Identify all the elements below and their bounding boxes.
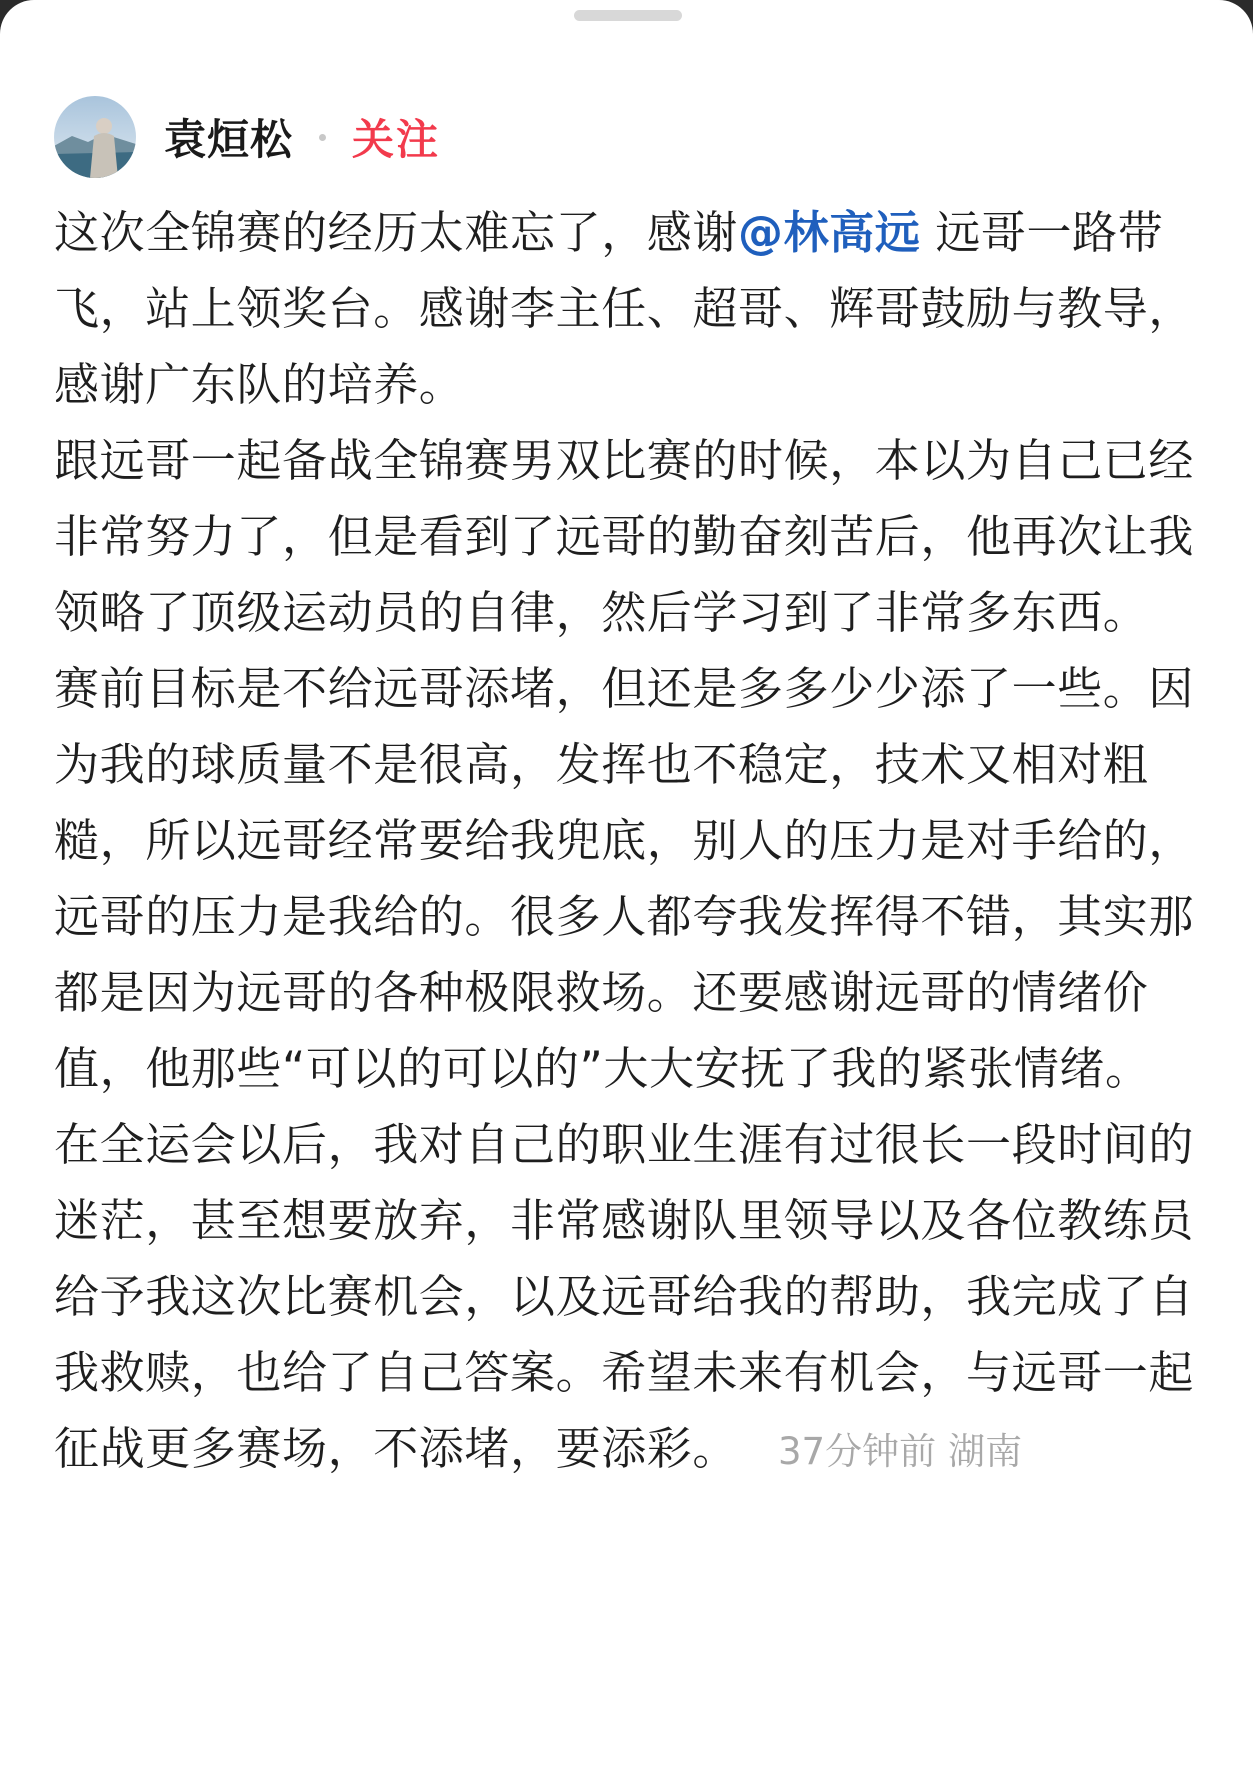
avatar-photo-icon (54, 96, 136, 178)
follow-button[interactable]: 关注 (352, 115, 441, 164)
post-paragraph (54, 195, 1214, 423)
separator-dot (319, 134, 326, 141)
post-paragraph: 跟远哥一起备战全锦赛男双比赛的时候，本以为自己已经非常努力了，但是看到了远哥的勤奋刻苦后，他再次让我领略了顶级运动员的自律，然后学习到了非常多东西。 (54, 434, 1195, 639)
post-body (54, 195, 1214, 1490)
post-time: 37分钟前 (778, 1430, 937, 1473)
post-paragraph (54, 1107, 1214, 1490)
avatar[interactable] (54, 96, 136, 178)
paragraph-text: 在全运会以后，我对自己的职业生涯有过很长一段时间的迷茫，甚至想要放弃，非常感谢队里领导以及各位教练员给予我这次比赛机会，以及远哥给我的帮助，我完成了自我救赎，也给了自己答案。希望未来有机会，与远哥一起征战更多赛场，不添堵，要添彩。 (54, 1118, 1195, 1475)
post-location: 湖南 (948, 1430, 1023, 1473)
author-name[interactable]: 袁烜松 (164, 115, 294, 164)
paragraph-text: 这次全锦赛的经历太难忘了，感谢 (54, 206, 739, 259)
post-paragraph: 赛前目标是不给远哥添堵，但还是多多少少添了一些。因为我的球质量不是很高，发挥也不稳定，技术又相对粗糙，所以远哥经常要给我兜底，别人的压力是对手给的，远哥的压力是我给的。很多人都夸我发挥得不错，其实那都是因为远哥的各种极限救场。还要感谢远哥的情绪价值，他那些“可以的可以的”大大安抚了我的紧张情绪。 (54, 662, 1195, 1095)
user-mention-link[interactable]: @林高远 (738, 206, 921, 259)
post-header (54, 96, 440, 178)
paragraph-text: 远哥一路带飞，站上领奖台。感谢李主任、超哥、辉哥鼓励与教导，感谢广东队的培养。 (54, 206, 1195, 411)
sheet-drag-handle[interactable] (574, 10, 682, 21)
